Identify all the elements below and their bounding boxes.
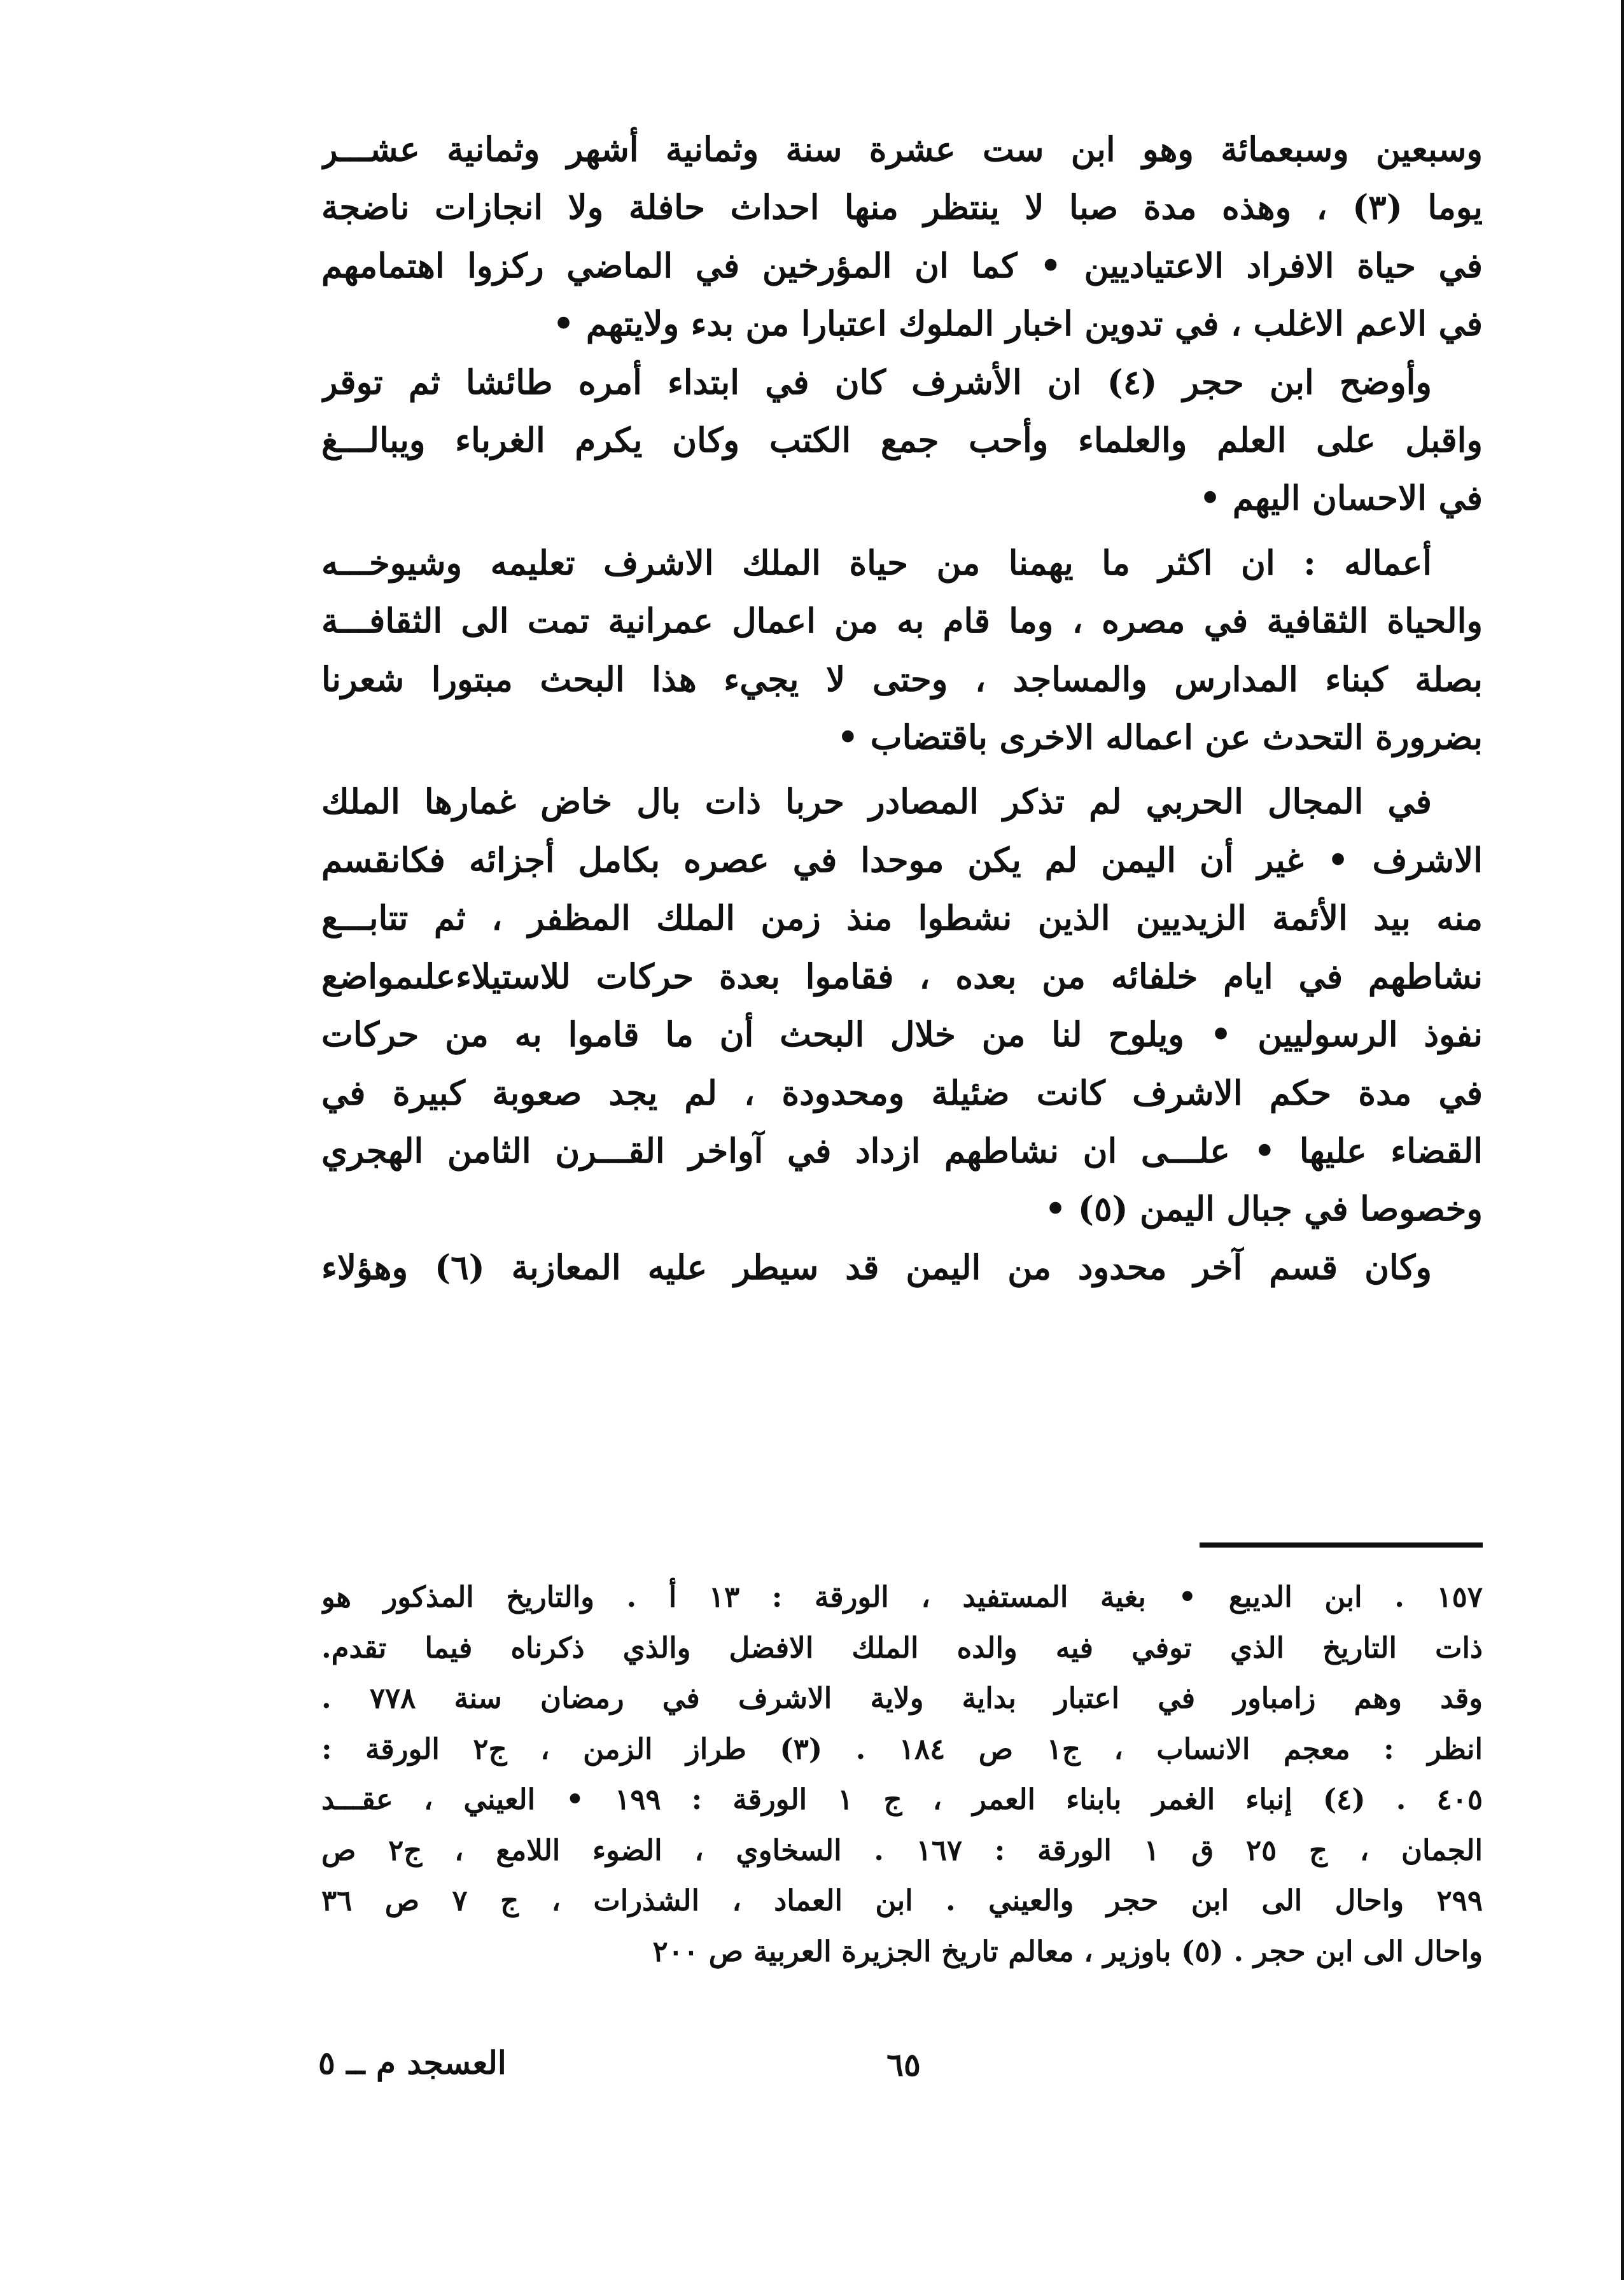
footnote-line: الجمان ، ج ٢٥ ق ١ الورقة : ١٦٧ . السخاوي ، الضوء اللامع ، ج٢ ص <box>321 1833 1483 1867</box>
text-line: في الاعم الاغلب ، في تدوين اخبار الملوك اعتبارا من بدء ولايتهم • <box>552 304 1483 344</box>
text-line: يوما (٣) ، وهذه مدة صبا لا ينتظر منها احداث حافلة ولا انجازات ناضجة <box>321 188 1483 228</box>
footnote-line: ١٥٧ . ابن الديبع • بغية المستفيد ، الورقة : ١٣ أ . والتاريخ المذكور هو <box>321 1580 1483 1614</box>
footnote-line: ٤٠٥ . (٤) إنباء الغمر بابناء العمر ، ج ١ الورقة : ١٩٩ • العيني ، عقـــد <box>321 1782 1483 1816</box>
text-line: وأوضح ابن حجر (٤) ان الأشرف كان في ابتداء أمره طائشا ثم توقر <box>321 362 1432 402</box>
text-line: أعماله : ان اكثر ما يهمنا من حياة الملك الاشرف تعليمه وشيوخـــه <box>321 543 1432 583</box>
text-line: في حياة الافراد الاعتياديين • كما ان المؤرخين في الماضي ركزوا اهتمامهم <box>321 246 1483 286</box>
text-line: القضاء عليها • علـــى ان نشاطهم ازداد في آواخر القـــرن الثامن الهجري <box>321 1131 1483 1171</box>
journal-signature: العسجد م ــ ٥ <box>318 2044 507 2081</box>
text-line: واقبل على العلم والعلماء وأحب جمع الكتب وكان يكرم الغرباء ويبالـــغ <box>321 421 1483 461</box>
text-line: وسبعين وسبعمائة وهو ابن ست عشرة سنة وثمانية أشهر وثمانية عشـــر <box>321 130 1483 169</box>
text-line: وكان قسم آخر محدود من اليمن قد سيطر عليه المعازبة (٦) وهؤلاء <box>321 1247 1432 1287</box>
footnote-line: انظر : معجم الانساب ، ج١ ص ١٨٤ . (٣) طراز الزمن ، ج٢ الورقة : <box>321 1731 1483 1766</box>
footnote-line: ٢٩٩ واحال الى ابن حجر والعيني . ابن العماد ، الشذرات ، ج ٧ ص ٣٦ <box>321 1884 1483 1917</box>
footnote-line: واحال الى ابن حجر . (٥) باوزير ، معالم تاريخ الجزيرة العربية ص ٢٠٠ <box>652 1934 1483 1968</box>
text-line: منه بيد الأئمة الزيديين الذين نشطوا منذ زمن الملك المظفر ، ثم تتابـــع <box>321 899 1483 939</box>
page-edge <box>1621 0 1624 2280</box>
footnote-line: وقد وهم زامباور في اعتبار بداية ولاية الاشرف في رمضان سنة ٧٧٨ . <box>321 1681 1483 1715</box>
text-line: في الاحسان اليهم • <box>1199 479 1483 519</box>
text-line: والحياة الثقافية في مصره ، وما قام به من اعمال عمرانية تمت الى الثقافـــة <box>321 601 1483 641</box>
text-line: بصلة كبناء المدارس والمساجد ، وحتى لا يجيء هذا البحث مبتورا شعرنا <box>321 659 1483 699</box>
text-line: نفوذ الرسوليين • ويلوح لنا من خلال البحث أن ما قاموا به من حركات <box>321 1015 1483 1055</box>
footnote-line: ذات التاريخ الذي توفي فيه والده الملك الافضل والذي ذكرناه فيما تقدم. <box>321 1630 1483 1665</box>
main-text <box>321 121 1483 1297</box>
text-line: وخصوصا في جبال اليمن (٥) • <box>1044 1189 1483 1229</box>
text-line: نشاطهم في ايام خلفائه من بعده ، فقاموا بعدة حركات للاستيلاءعلىمواضع <box>321 956 1483 997</box>
footnotes <box>321 1572 1483 1976</box>
text-line: في المجال الحربي لم تذكر المصادر حربا ذات بال خاض غمارها الملك <box>321 782 1432 822</box>
text-line: بضرورة التحدث عن اعماله الاخرى باقتضاب • <box>837 718 1483 758</box>
text-line: الاشرف • غير أن اليمن لم يكن موحدا في عصره بكامل أجزائه فكانقسم <box>321 840 1483 880</box>
footnote-separator <box>1200 1542 1483 1548</box>
text-line: في مدة حكم الاشرف كانت ضئيلة ومحدودة ، لم يجد صعوبة كبيرة في <box>321 1073 1483 1113</box>
page-number: ٦٥ <box>886 2046 921 2083</box>
